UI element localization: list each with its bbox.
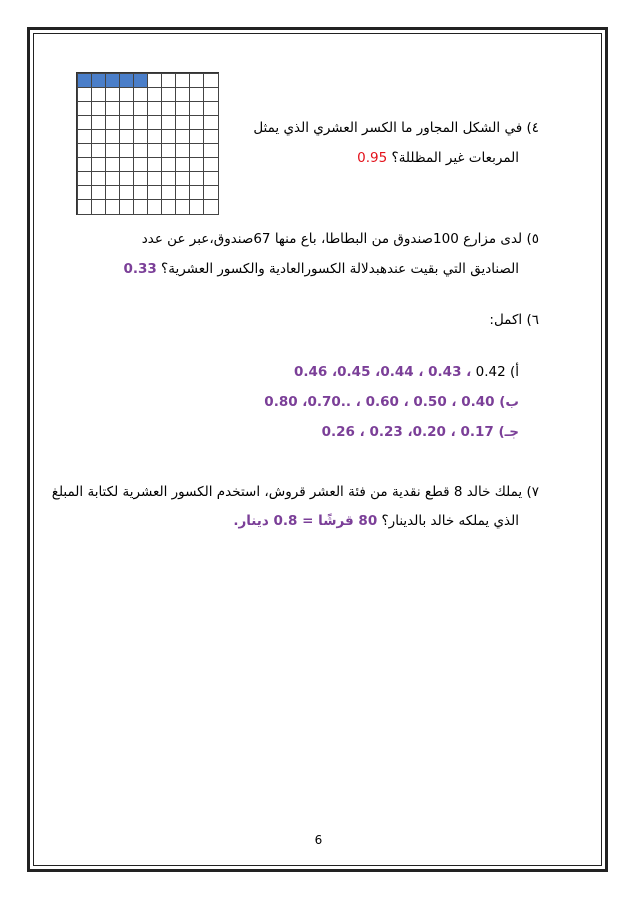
grid-cell — [175, 171, 190, 186]
grid-cell — [175, 143, 190, 158]
grid-cell — [203, 143, 218, 158]
grid-cell — [91, 115, 106, 130]
grid-cell — [161, 143, 176, 158]
grid-cell — [189, 73, 204, 88]
grid-cell — [147, 199, 162, 214]
grid-cell — [161, 199, 176, 214]
grid-cell — [203, 157, 218, 172]
grid-cell — [203, 73, 218, 88]
grid-cell — [175, 73, 190, 88]
grid-cell — [91, 185, 106, 200]
grid-cell — [91, 129, 106, 144]
grid-cell — [161, 101, 176, 116]
grid-cell — [175, 101, 190, 116]
grid-cell — [77, 157, 92, 172]
grid-cell — [119, 157, 134, 172]
grid-cell — [161, 171, 176, 186]
grid-cell — [91, 199, 106, 214]
question-6-a-label: أ) — [509, 364, 519, 380]
grid-cell — [203, 87, 218, 102]
grid-cell — [119, 129, 134, 144]
grid-cell — [105, 101, 120, 116]
question-5-line-2 — [123, 261, 519, 277]
grid-cell — [147, 73, 162, 88]
question-4-text: المربعات غير المظللة؟ — [391, 150, 519, 166]
grid-cell — [189, 129, 204, 144]
grid-cell — [105, 87, 120, 102]
grid-cell — [189, 199, 204, 214]
grid-cell — [189, 185, 204, 200]
question-5-line-1: ٥) لدى مزارع 100صندوق من البطاطا، باع منها 67صندوق،عبر عن عدد — [141, 231, 539, 247]
grid-cell — [161, 157, 176, 172]
grid-cell — [133, 171, 148, 186]
grid-cell — [147, 171, 162, 186]
question-6-a-answer: ، 0.43 ، 0.44، 0.45، 0.46 — [294, 364, 472, 380]
grid-cell — [175, 87, 190, 102]
grid-cell — [119, 199, 134, 214]
grid-cell — [203, 199, 218, 214]
grid-cell — [175, 129, 190, 144]
question-4-line-1: ٤) في الشكل المجاور ما الكسر العشري الذي يمثل — [253, 120, 539, 136]
question-7-line-2 — [233, 513, 519, 529]
grid-cell — [77, 129, 92, 144]
grid-cell — [133, 185, 148, 200]
grid-cell — [161, 87, 176, 102]
question-6-part-b: ب) 0.40 ، 0.50 ، 0.60 ، ..0.70، 0.80 — [264, 394, 519, 410]
grid-cell — [105, 157, 120, 172]
question-6-part-a — [294, 364, 519, 380]
grid-cell — [147, 115, 162, 130]
grid-cell — [77, 115, 92, 130]
grid-cell-shaded — [105, 73, 120, 88]
grid-cell — [119, 101, 134, 116]
grid-cell — [161, 73, 176, 88]
grid-cell-shaded — [133, 73, 148, 88]
grid-cell — [77, 101, 92, 116]
grid-cell — [91, 157, 106, 172]
question-5-answer: 0.33 — [123, 261, 157, 277]
grid-cell — [119, 185, 134, 200]
grid-cell — [133, 143, 148, 158]
hundred-square-grid — [76, 72, 219, 215]
grid-cell-shaded — [91, 73, 106, 88]
grid-cell — [203, 185, 218, 200]
grid-cell — [105, 129, 120, 144]
question-7-answer: 80 قرشًا = 0.8 دينار. — [233, 513, 378, 529]
grid-cell — [133, 157, 148, 172]
grid-cell — [105, 171, 120, 186]
grid-cell-shaded — [119, 73, 134, 88]
grid-cell — [147, 185, 162, 200]
grid-cell — [175, 157, 190, 172]
grid-cell — [189, 171, 204, 186]
grid-cell — [133, 87, 148, 102]
grid-cell — [119, 171, 134, 186]
grid-cell — [105, 199, 120, 214]
grid-cell — [147, 143, 162, 158]
grid-cell — [147, 157, 162, 172]
grid-cell — [77, 185, 92, 200]
grid-cell — [203, 129, 218, 144]
grid-cell — [203, 115, 218, 130]
grid-cell — [203, 171, 218, 186]
grid-cell — [77, 171, 92, 186]
grid-cell — [105, 143, 120, 158]
grid-cell — [105, 115, 120, 130]
grid-cell — [175, 199, 190, 214]
grid-cell — [147, 87, 162, 102]
grid-cell — [91, 143, 106, 158]
grid-cell — [189, 157, 204, 172]
grid-cell — [119, 143, 134, 158]
grid-cell — [147, 129, 162, 144]
grid-cell — [77, 143, 92, 158]
grid-cell — [91, 171, 106, 186]
question-7-line-1: ٧) يملك خالد 8 قطع نقدية من فئة العشر قروش، استخدم الكسور العشرية لكتابة المبلغ — [51, 484, 539, 500]
question-6-part-c: جـ) 0.17 ، 0.20، 0.23 ، 0.26 — [321, 424, 519, 440]
question-5-text: الصناديق التي بقيت عندهبدلالة الكسورالعادية والكسور العشرية؟ — [161, 261, 519, 277]
question-7-text: الذي يملكه خالد بالدينار؟ — [381, 513, 519, 529]
grid-cell — [91, 87, 106, 102]
question-6-title: ٦) اكمل: — [489, 312, 539, 328]
grid-cell — [77, 199, 92, 214]
question-4-answer: 0.95 — [357, 150, 388, 166]
grid-cell — [133, 199, 148, 214]
grid-cell — [189, 101, 204, 116]
grid-cell-shaded — [77, 73, 92, 88]
grid-cell — [175, 185, 190, 200]
grid-cell — [189, 143, 204, 158]
grid-cell — [189, 115, 204, 130]
grid-cell — [161, 129, 176, 144]
grid-cell — [161, 115, 176, 130]
grid-cell — [147, 101, 162, 116]
grid-cell — [91, 101, 106, 116]
grid-cell — [133, 129, 148, 144]
grid-cell — [203, 101, 218, 116]
grid-cell — [77, 87, 92, 102]
grid-cell — [119, 115, 134, 130]
grid-cell — [133, 115, 148, 130]
question-4-line-2 — [357, 150, 519, 166]
page-number: 6 — [314, 833, 323, 847]
grid-cell — [105, 185, 120, 200]
question-6-a-given: 0.42 — [475, 364, 506, 380]
grid-cell — [175, 115, 190, 130]
grid-cell — [119, 87, 134, 102]
grid-cell — [189, 87, 204, 102]
grid-cell — [161, 185, 176, 200]
grid-cell — [133, 101, 148, 116]
